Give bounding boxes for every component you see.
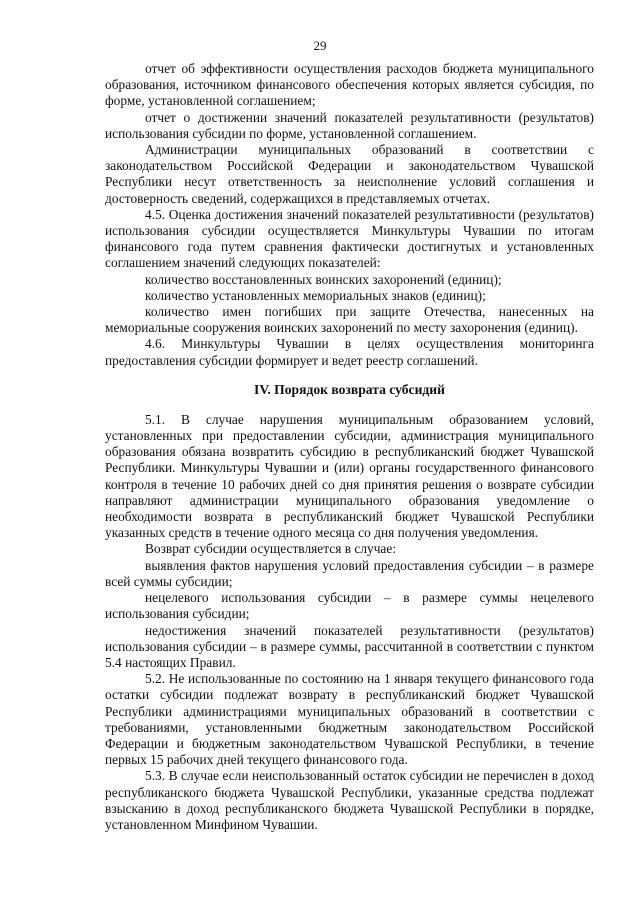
indicator-memorial-signs: количество установленных мемориальных знаков (единиц);: [145, 287, 486, 303]
document-body: [105, 61, 594, 833]
paragraph-4-6: 4.6. Минкультуры Чувашии в целях осуществления мониторинга предоставления субсидии формирует и ведет реестр соглашений.: [105, 336, 594, 368]
case-underachievement: недостижения значений показателей результативности (результатов) использования субсидии – в размере суммы, рассчитанной в соответствии с пунктом 5.4 настоящих Правил.: [105, 622, 594, 670]
paragraph-4-5: 4.5. Оценка достижения значений показателей результативности (результатов) использования субсидии осуществляется Минкультуры Чувашии по итогам финансового года путем сравнения фактически достигнутых и установленных соглашением значений следующих показателей:: [105, 206, 594, 271]
paragraph-efficiency-report: отчет об эффективности осуществления расходов бюджета муниципального образования, источником финансового обеспечения которых является субсидия, по форме, установленной соглашением;: [105, 61, 594, 109]
paragraph-responsibility: Администрации муниципальных образований в соответствии с законодательством Российской Федерации и законодательством Чувашской Республики несут ответственность за неисполнение условий соглашения и достоверность сведений, содержащихся в представляемых отчетах.: [105, 142, 594, 206]
paragraph-5-2: 5.2. Не использованные по состоянию на 1 января текущего финансового года остатки субсидии подлежат возврату в республиканский бюджет Чувашской Республики администрациями муниципальных образований в соответствии с требованиями, установленными бюджетным законодательством Российской Федерации и бюджетным законодательством Чувашской Республики, в течение первых 15 рабочих дней текущего финансового года.: [105, 671, 594, 768]
section-heading: IV. Порядок возврата субсидий: [254, 381, 445, 397]
page-number: 29: [313, 38, 327, 53]
indicator-names-inscribed: количество имен погибших при защите Отечества, нанесенных на мемориальные сооружения воинских захоронений по месту захоронения (единиц).: [105, 304, 594, 336]
indicator-restored-graves: количество восстановленных воинских захоронений (единиц);: [145, 271, 502, 287]
case-violation: выявления фактов нарушения условий предоставления субсидии – в размере всей суммы субсидии;: [105, 557, 594, 589]
paragraph-5-1: 5.1. В случае нарушения муниципальным образованием условий, установленных при предоставлении субсидии, администрация муниципального образования обязана возвратить субсидию в республиканский бюджет Чувашской Республики. Минкультуры Чувашии и (или) органы государственного финансового контроля в течение 10 рабочих дней со дня принятия решения о возврате субсидии направляют администрации муниципального образования уведомление о необходимости возврата в республиканский бюджет Чувашской Республики указанных средств в течение одного месяца со дня получения уведомления.: [105, 411, 594, 541]
paragraph-5-3: 5.3. В случае если неиспользованный остаток субсидии не перечислен в доход республиканского бюджета Чувашской Республики, указанные средства подлежат взысканию в доход республиканского бюджета Чувашской Республики в порядке, установленном Минфином Чувашии.: [105, 768, 594, 832]
case-misuse: нецелевого использования субсидии – в размере суммы нецелевого использования субсидии;: [105, 590, 594, 622]
paragraph-return-cases: Возврат субсидии осуществляется в случае:: [145, 541, 397, 557]
paragraph-results-report: отчет о достижении значений показателей результативности (результатов) использования субсидии по форме, установленной соглашением.: [105, 109, 594, 141]
